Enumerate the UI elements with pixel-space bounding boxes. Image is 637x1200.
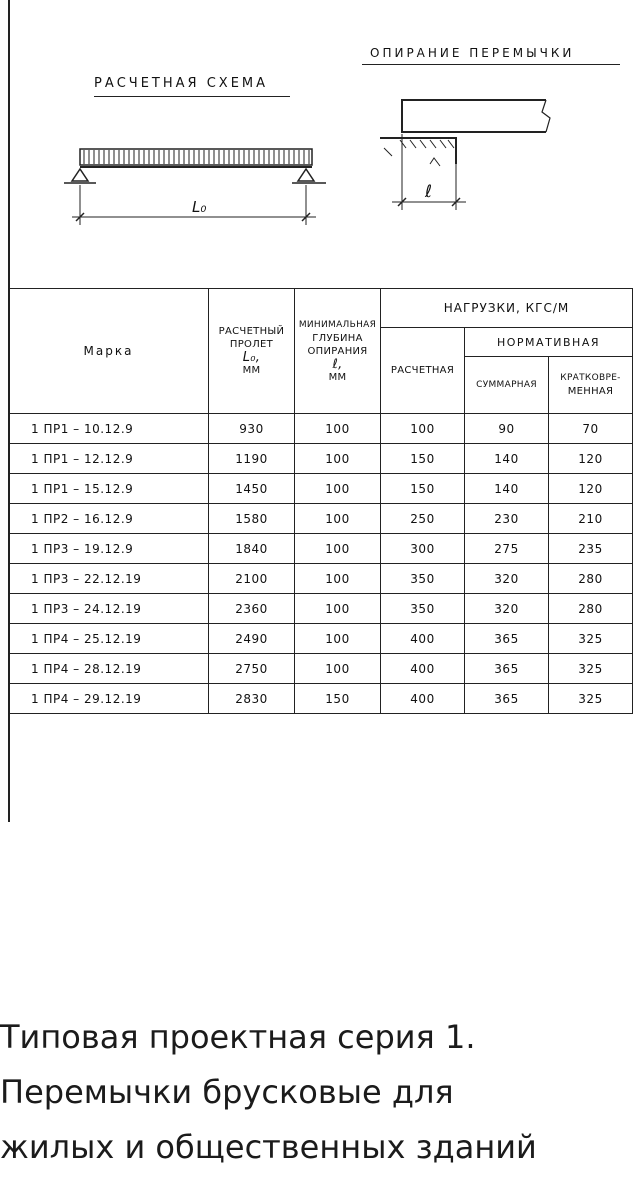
- header-row-1: [9, 289, 633, 328]
- cell-depth: 100: [295, 594, 381, 624]
- cell-mark: 1 ПР1 – 12.12.9: [9, 444, 209, 474]
- cell-depth: 100: [295, 624, 381, 654]
- cell-short: 120: [549, 444, 633, 474]
- table-row: [9, 654, 633, 684]
- header-short-term: [549, 357, 633, 414]
- header-span-line1: РАСЧЕТНЫЙ: [218, 326, 285, 337]
- support-title: ОПИРАНИЕ ПЕРЕМЫЧКИ: [370, 46, 575, 60]
- cell-span: 2360: [209, 594, 295, 624]
- header-mark: Марка: [9, 289, 209, 414]
- cell-mark: 1 ПР3 – 19.12.9: [9, 534, 209, 564]
- header-short-term-line2: МЕННАЯ: [567, 386, 614, 397]
- span-label: L₀: [192, 198, 207, 216]
- cell-design: 100: [381, 414, 465, 444]
- header-depth-line1: МИНИМАЛЬНАЯ: [298, 319, 377, 330]
- header-depth-line3: ОПИРАНИЯ: [307, 345, 368, 357]
- cell-short: 120: [549, 474, 633, 504]
- table-row: [9, 624, 633, 654]
- caption-line-1: Типовая проектная серия 1.: [0, 1018, 476, 1056]
- cell-design: 350: [381, 594, 465, 624]
- lintel-support-diagram: [370, 92, 630, 222]
- cell-span: 1190: [209, 444, 295, 474]
- scheme-title-underline: [94, 96, 290, 97]
- support-title-underline: [362, 64, 620, 65]
- cell-design: 150: [381, 474, 465, 504]
- wall-support: [380, 138, 456, 164]
- cell-depth: 100: [295, 654, 381, 684]
- depth-label: ℓ: [425, 182, 433, 202]
- lintel-spec-table: [8, 288, 633, 714]
- header-depth-line4: ℓ,: [332, 356, 343, 372]
- header-span-line3: L₀,: [242, 350, 261, 365]
- cell-mark: 1 ПР3 – 22.12.19: [9, 564, 209, 594]
- cell-total: 140: [465, 474, 549, 504]
- lintel-body: [402, 100, 546, 132]
- caption-line-3: жилых и общественных зданий: [0, 1128, 537, 1166]
- cell-mark: 1 ПР3 – 24.12.19: [9, 594, 209, 624]
- cell-depth: 100: [295, 504, 381, 534]
- cell-mark: 1 ПР4 – 28.12.19: [9, 654, 209, 684]
- cell-depth: 150: [295, 684, 381, 714]
- header-depth-line5: ММ: [328, 371, 347, 383]
- header-design: РАСЧЕТНАЯ: [381, 328, 465, 414]
- table-row: [9, 414, 633, 444]
- cell-total: 90: [465, 414, 549, 444]
- cell-short: 325: [549, 684, 633, 714]
- table-row: [9, 504, 633, 534]
- cell-design: 400: [381, 624, 465, 654]
- cell-design: 400: [381, 684, 465, 714]
- right-support: [298, 169, 314, 181]
- cell-depth: 100: [295, 564, 381, 594]
- table-row: [9, 684, 633, 714]
- caption-line-2: Перемычки брусковые для: [0, 1073, 454, 1111]
- cell-span: 1450: [209, 474, 295, 504]
- cell-design: 250: [381, 504, 465, 534]
- header-short-term-line1: КРАТКОВРЕ-: [560, 373, 621, 383]
- left-support: [72, 169, 88, 181]
- cell-total: 230: [465, 504, 549, 534]
- cell-short: 70: [549, 414, 633, 444]
- caption: [0, 1010, 637, 1175]
- header-normative: НОРМАТИВНАЯ: [465, 328, 633, 357]
- cell-depth: 100: [295, 414, 381, 444]
- cell-short: 325: [549, 654, 633, 684]
- table-row: [9, 594, 633, 624]
- cell-short: 280: [549, 564, 633, 594]
- cell-span: 930: [209, 414, 295, 444]
- cell-design: 150: [381, 444, 465, 474]
- cell-mark: 1 ПР4 – 29.12.19: [9, 684, 209, 714]
- cell-mark: 1 ПР1 – 15.12.9: [9, 474, 209, 504]
- cell-short: 210: [549, 504, 633, 534]
- cell-mark: 1 ПР1 – 10.12.9: [9, 414, 209, 444]
- cell-total: 275: [465, 534, 549, 564]
- table-row: [9, 474, 633, 504]
- header-span: [209, 289, 295, 414]
- cell-span: 2750: [209, 654, 295, 684]
- cell-span: 2830: [209, 684, 295, 714]
- table-row: [9, 534, 633, 564]
- cell-short: 235: [549, 534, 633, 564]
- header-span-line2: ПРОЛЕТ: [229, 339, 274, 350]
- table-row: [9, 444, 633, 474]
- cell-total: 320: [465, 564, 549, 594]
- cell-design: 350: [381, 564, 465, 594]
- beam-scheme-diagram: [50, 135, 340, 235]
- cell-total: 320: [465, 594, 549, 624]
- cell-design: 400: [381, 654, 465, 684]
- cell-short: 325: [549, 624, 633, 654]
- header-span-line4: ММ: [242, 365, 261, 376]
- cell-short: 280: [549, 594, 633, 624]
- header-depth: [295, 289, 381, 414]
- header-loads: НАГРУЗКИ, КГС/М: [381, 289, 633, 328]
- table-row: [9, 564, 633, 594]
- cell-total: 365: [465, 654, 549, 684]
- cell-total: 365: [465, 684, 549, 714]
- cell-span: 1840: [209, 534, 295, 564]
- cell-depth: 100: [295, 474, 381, 504]
- header-total: СУММАРНАЯ: [465, 357, 549, 414]
- cell-span: 2490: [209, 624, 295, 654]
- scheme-title: РАСЧЕТНАЯ СХЕМА: [94, 76, 269, 91]
- header-depth-line2: ГЛУБИНА: [312, 332, 363, 344]
- cell-total: 140: [465, 444, 549, 474]
- cell-span: 2100: [209, 564, 295, 594]
- cell-mark: 1 ПР4 – 25.12.19: [9, 624, 209, 654]
- cell-design: 300: [381, 534, 465, 564]
- cell-total: 365: [465, 624, 549, 654]
- cell-mark: 1 ПР2 – 16.12.9: [9, 504, 209, 534]
- cell-depth: 100: [295, 444, 381, 474]
- cell-span: 1580: [209, 504, 295, 534]
- distributed-load: [80, 149, 312, 165]
- cell-depth: 100: [295, 534, 381, 564]
